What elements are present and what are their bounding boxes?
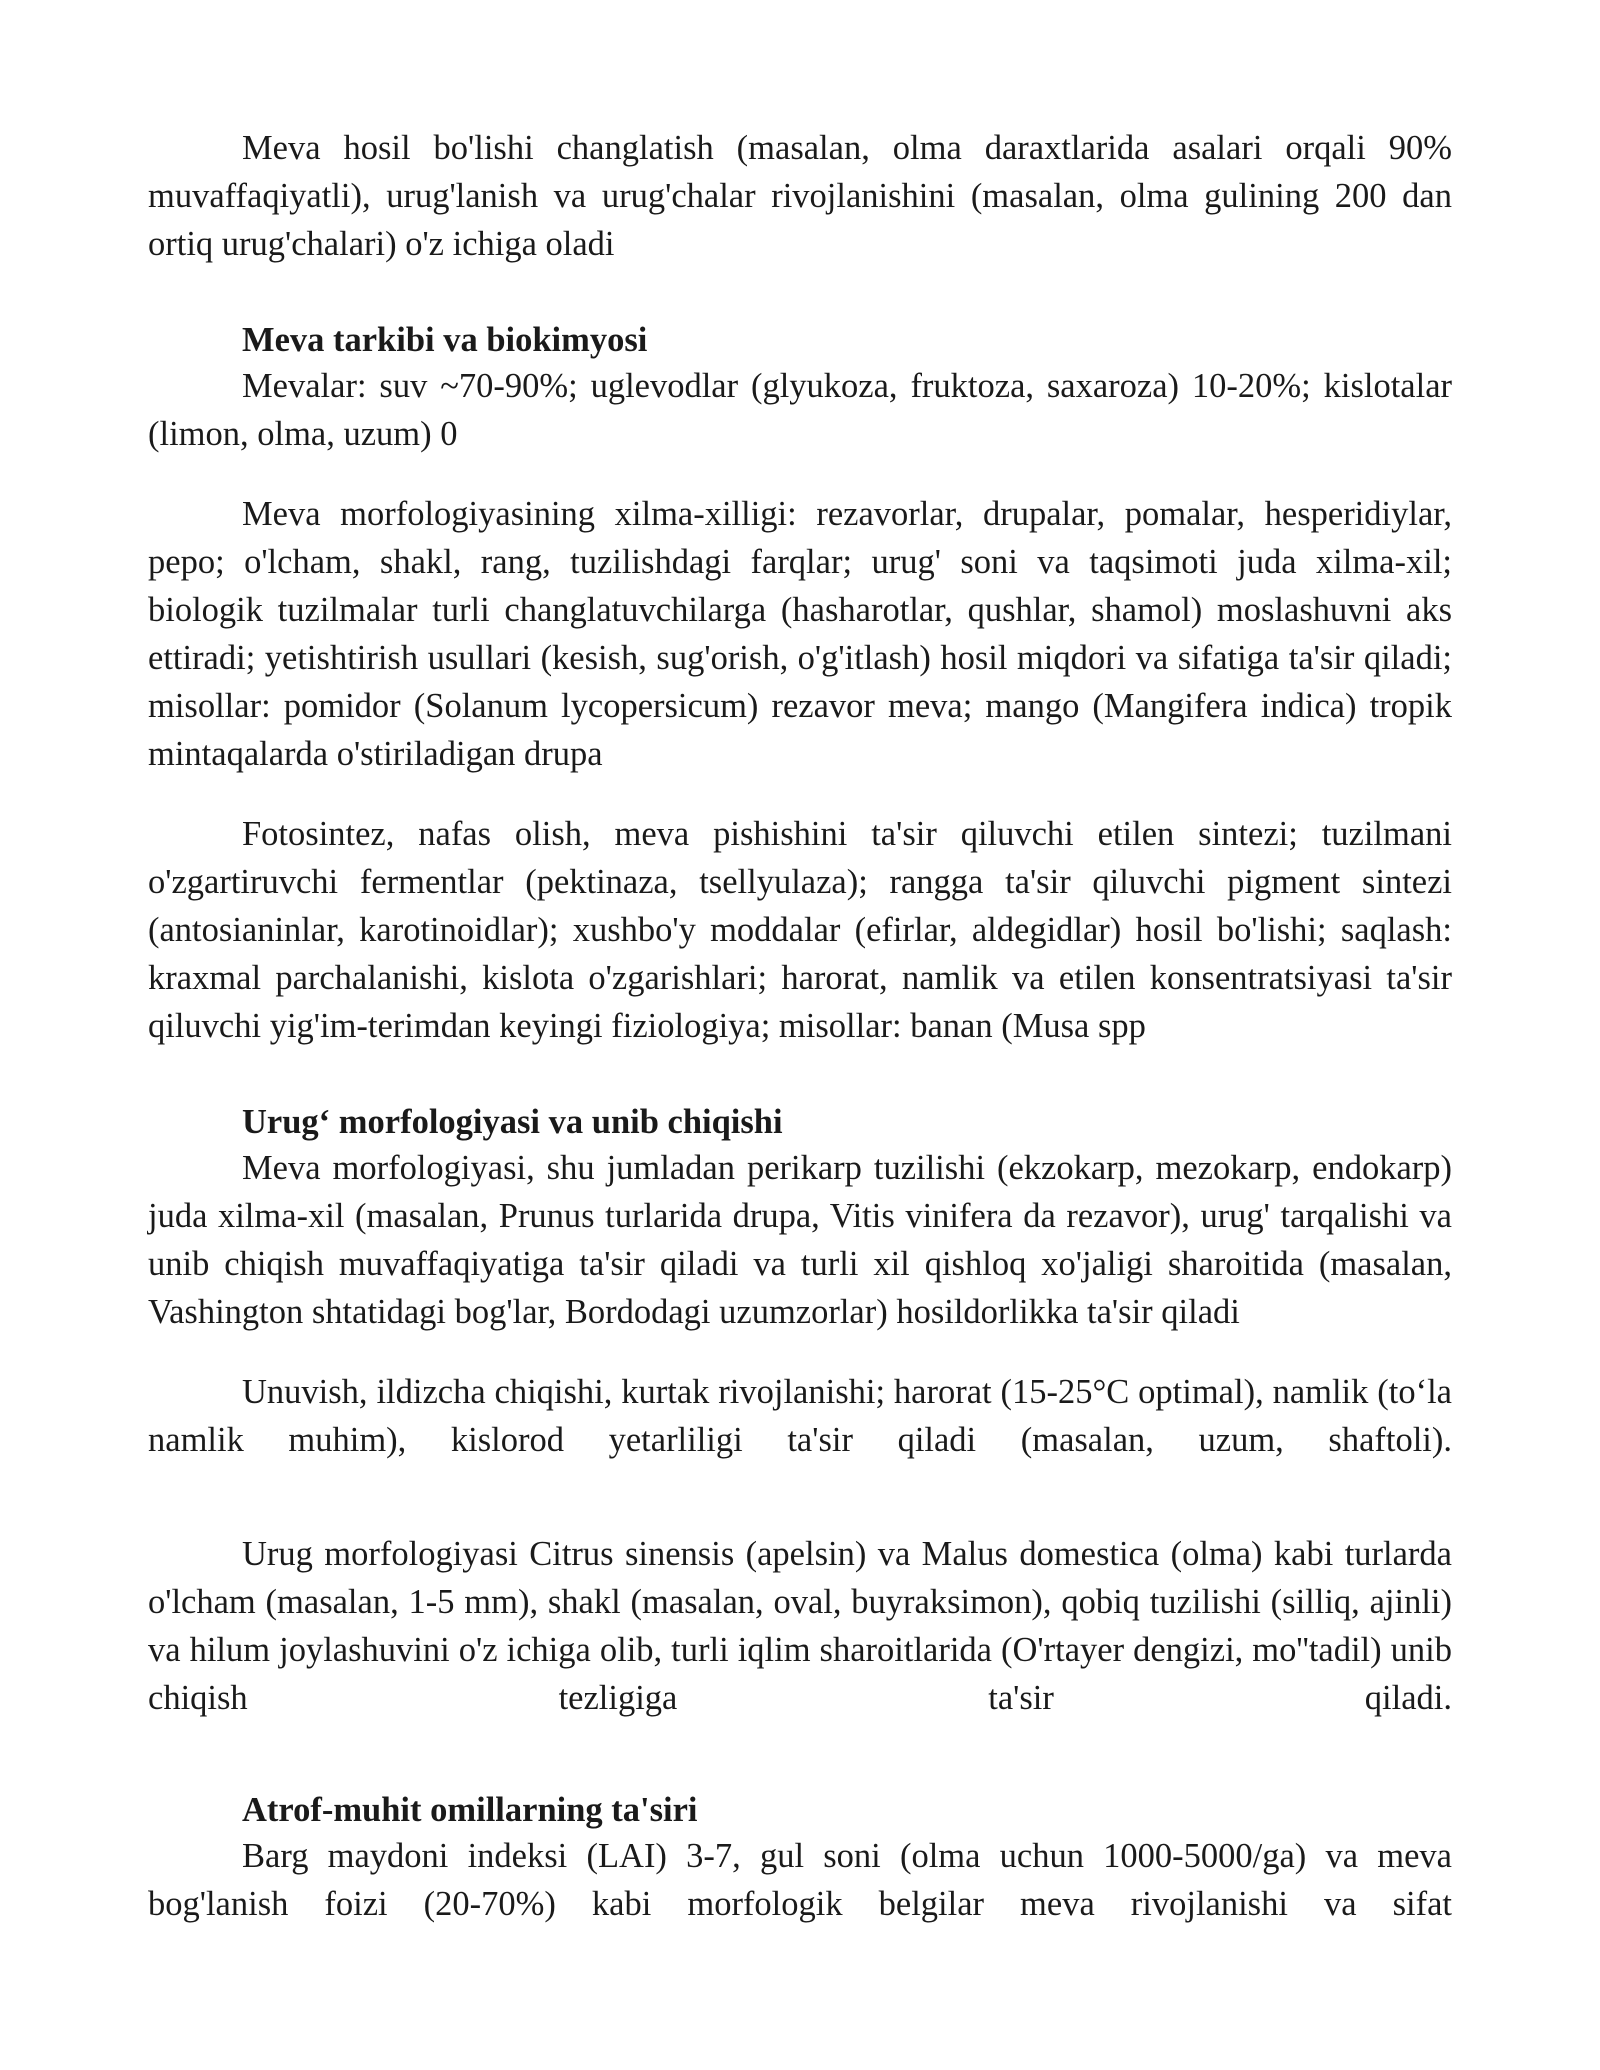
- section-heading-seed-morphology: Urug‘ morfologiyasi va unib chiqishi: [242, 1103, 783, 1141]
- section-heading-environmental-factors: Atrof-muhit omillarning ta'siri: [242, 1791, 698, 1829]
- paragraph-germination: Unuvish, ildizcha chiqishi, kurtak rivojlanishi; harorat (15-25°C optimal), namlik (to‘la namlik muhim), kislorod yetarliligi ta'sir qiladi (masalan, uzum, shaftoli).: [148, 1373, 1452, 1459]
- paragraph-seed-morphology: Urug morfologiyasi Citrus sinensis (apelsin) va Malus domestica (olma) kabi turlarda o'lcham (masalan, 1-5 mm), shakl (masalan, oval, buyraksimon), qobiq tuzilishi (silliq, ajinli) va hilum joylashuvini o'z ichiga olib, turli iqlim sharoitlarida (O'rtayer dengizi, mo''tadil) unib chiqish tezligiga ta'sir qiladi.: [148, 1535, 1452, 1717]
- paragraph-fruit-physiology: Fotosintez, nafas olish, meva pishishini ta'sir qiluvchi etilen sintezi; tuzilmani o'zgartiruvchi fermentlar (pektinaza, tsellyulaza); rangga ta'sir qiluvchi pigment sintezi (antosianinlar, karotinoidlar); xushbo'y moddalar (efirlar, aldegidlar) hosil bo'lishi; saqlash: kraxmal parchalanishi, kislota o'zgarishlari; harorat, namlik va etilen konsentratsiyasi ta'sir qiluvchi yig'im-terimdan keyingi fiziologiya; misollar: banan (Musa spp: [148, 815, 1452, 1045]
- document-body: [148, 124, 1452, 1928]
- paragraph-environmental-factors: Barg maydoni indeksi (LAI) 3-7, gul soni (olma uchun 1000-5000/ga) va meva bog'lanish foizi (20-70%) kabi morfologik belgilar meva rivojlanishi va sifat: [148, 1837, 1452, 1923]
- paragraph-fruit-composition: Mevalar: suv ~70-90%; uglevodlar (glyukoza, fruktoza, saxaroza) 10-20%; kislotalar (limon, olma, uzum) 0: [148, 367, 1452, 453]
- intro-paragraph: Meva hosil bo'lishi changlatish (masalan, olma daraxtlarida asalari orqali 90% muvaffaqiyatli), urug'lanish va urug'chalar rivojlanishini (masalan, olma gulining 200 dan ortiq urug'chalari) o'z ichiga oladi: [148, 129, 1452, 263]
- paragraph-fruit-morphology-pericarp: Meva morfologiyasi, shu jumladan perikarp tuzilishi (ekzokarp, mezokarp, endokarp) juda xilma-xil (masalan, Prunus turlarida drupa, Vitis vinifera da rezavor), urug' tarqalishi va unib chiqish muvaffaqiyatiga ta'sir qiladi va turli xil qishloq xo'jaligi sharoitida (masalan, Vashington shtatidagi bog'lar, Bordodagi uzumzorlar) hosildorlikka ta'sir qiladi: [148, 1149, 1452, 1331]
- paragraph-fruit-morphology-diversity: Meva morfologiyasining xilma-xilligi: rezavorlar, drupalar, pomalar, hesperidiylar, pepo; o'lcham, shakl, rang, tuzilishdagi farqlar; urug' soni va taqsimoti juda xilma-xil; biologik tuzilmalar turli changlatuvchilarga (hasharotlar, qushlar, shamol) moslashuvni aks ettiradi; yetishtirish usullari (kesish, sug'orish, o'g'itlash) hosil miqdori va sifatiga ta'sir qiladi; misollar: pomidor (Solanum lycopersicum) rezavor meva; mango (Mangifera indica) tropik mintaqalarda o'stiriladigan drupa: [148, 495, 1452, 773]
- section-heading-fruit-composition: Meva tarkibi va biokimyosi: [242, 321, 648, 359]
